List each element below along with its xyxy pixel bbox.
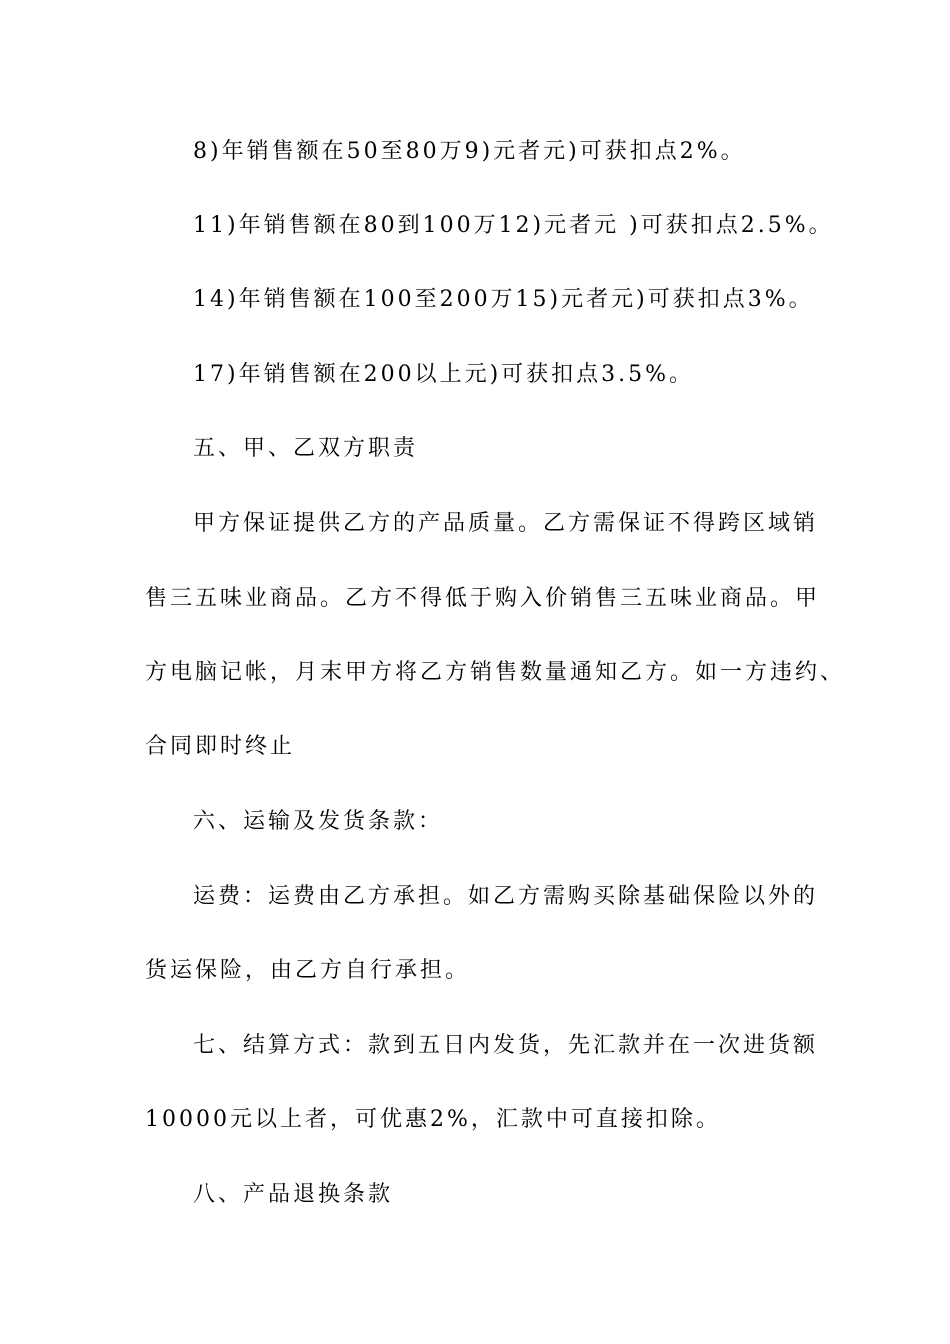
section-heading: 五、甲、乙双方职责 xyxy=(193,436,419,461)
paragraph-line: 售三五味业商品。乙方不得低于购入价销售三五味业商品。甲 xyxy=(145,586,821,611)
section-heading: 七、结算方式：款到五日内发货，先汇款并在一次进货额 xyxy=(193,1033,819,1058)
paragraph-line: 方电脑记帐，月末甲方将乙方销售数量通知乙方。如一方违约、 xyxy=(145,660,846,685)
paragraph-line: 14)年销售额在100至200万15)元者元)可获扣点3%。 xyxy=(193,287,814,312)
paragraph-line: 17)年销售额在200以上元)可获扣点3.5%。 xyxy=(193,362,695,387)
section-heading: 八、产品退换条款 xyxy=(193,1182,394,1207)
paragraph-line: 运费：运费由乙方承担。如乙方需购买除基础保险以外的 xyxy=(193,884,819,909)
section-heading: 六、运输及发货条款： xyxy=(193,809,444,834)
paragraph-line: 8)年销售额在50至80万9)元者元)可获扣点2%。 xyxy=(193,139,746,164)
paragraph-line: 甲方保证提供乙方的产品质量。乙方需保证不得跨区域销 xyxy=(193,511,819,536)
paragraph-line: 10000元以上者，可优惠2%，汇款中可直接扣除。 xyxy=(145,1107,721,1132)
paragraph-line: 合同即时终止 xyxy=(145,734,296,759)
paragraph-line: 货运保险，由乙方自行承担。 xyxy=(145,958,471,983)
paragraph-line: 11)年销售额在80到100万12)元者元 )可获扣点2.5%。 xyxy=(193,213,834,238)
